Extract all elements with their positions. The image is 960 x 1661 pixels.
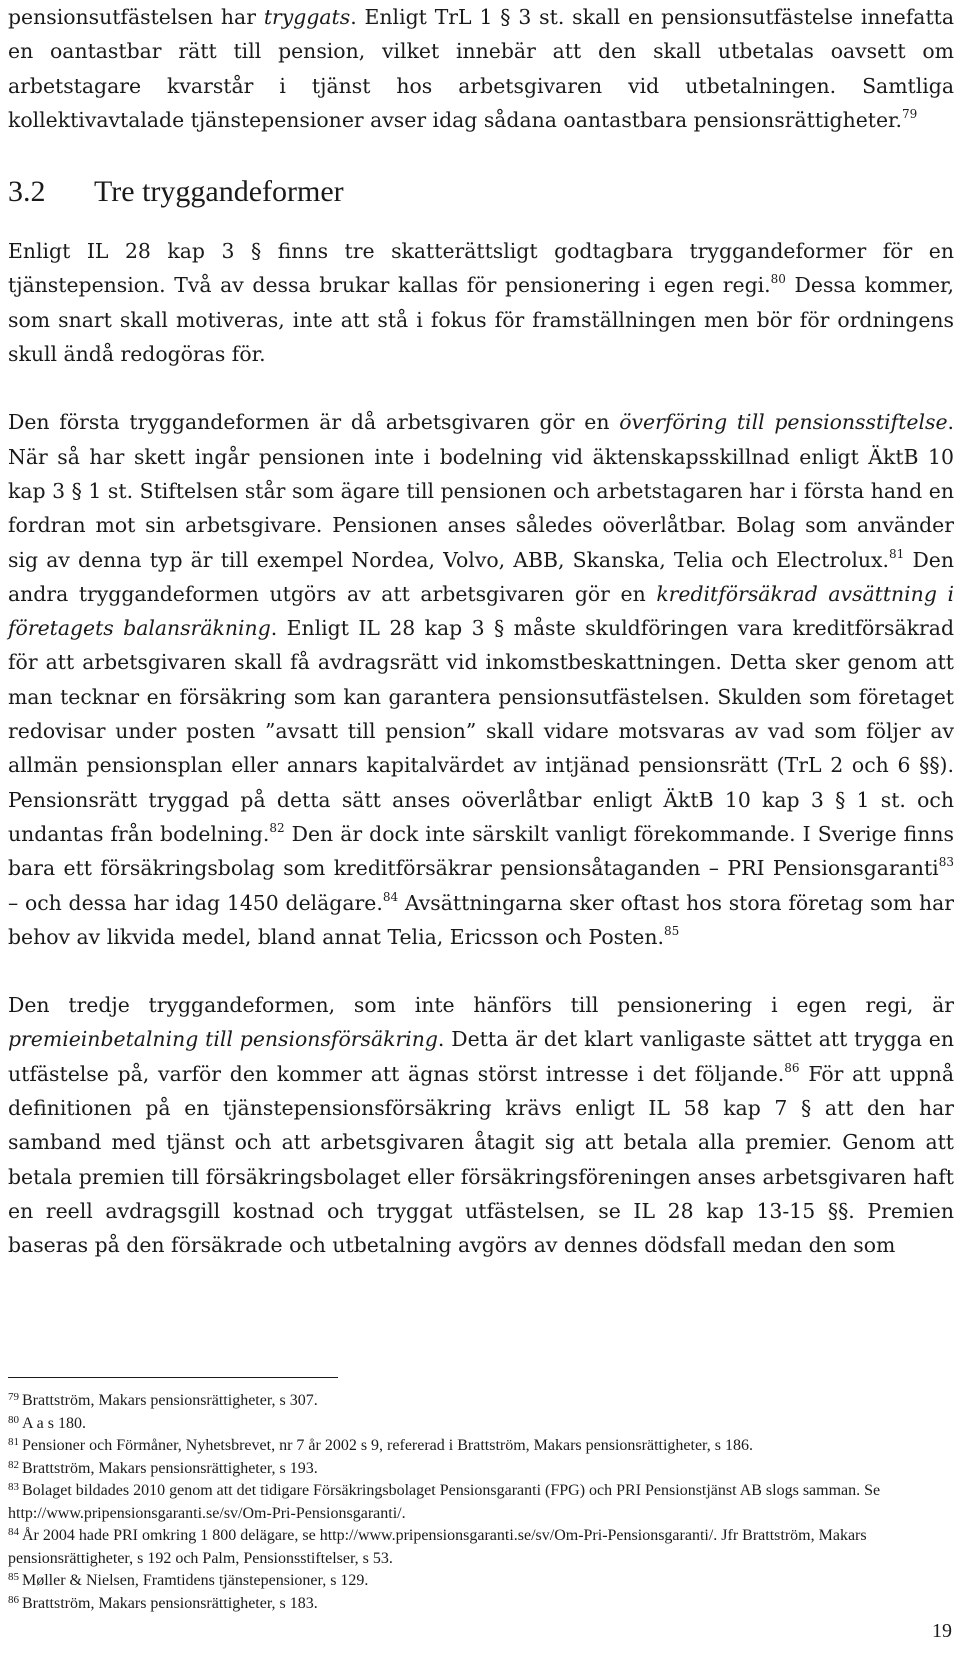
footnote-mark: 85 bbox=[8, 1571, 19, 1583]
footnote-text: Brattström, Makars pensionsrättigheter, s 183. bbox=[22, 1594, 318, 1612]
emphasis: kreditförsäkrad avsättning i företagets balansräkning bbox=[8, 581, 954, 641]
footnote-ref-80[interactable]: 80 bbox=[770, 272, 786, 287]
section-number: 3.2 bbox=[8, 175, 46, 209]
paragraph-intro bbox=[8, 0, 954, 137]
text-run: . Enligt IL 28 kap 3 § måste skuldföringen vara kreditförsäkrad för att arbetsgivaren skall få avdragsrätt vid inkomstbeskattningen. Detta sker genom att man tecknar en försäkring som kan garantera pensionsutfästelsen. Skulden som företaget redovisar under posten ”avsatt till pension” skall vidare motsvaras av vad som följer av allmän pensionsplan eller annars kapitalvärdet av intjänad pensionsrätt (TrL 2 och 6 §§). Pensionsrätt tryggad på detta sätt anses oöverlåtbar enligt ÄktB 10 kap 3 § 1 st. och undantas från bodelning. bbox=[8, 616, 954, 846]
footnote-ref-81[interactable]: 81 bbox=[889, 546, 905, 561]
footnote-text: Brattström, Makars pensionsrättigheter, s 193. bbox=[22, 1459, 318, 1477]
footnote-text: Pensioner och Förmåner, Nyhetsbrevet, nr 7 år 2002 s 9, refererad i Brattström, Makars pensionsrättigheter, s 186. bbox=[22, 1437, 753, 1454]
footnote bbox=[8, 1593, 954, 1616]
text-run: För att uppnå definitionen på en tjänstepensionsförsäkring krävs enligt IL 58 kap 7 § att den har samband med tjänst och att arbetsgivaren åtagit sig att betala alla premier. Genom att betala premien till försäkringsbolaget eller försäkringsföreningen anses arbetsgivaren haft en reell avdragsgill kostnad och tryggat utfästelsen, se IL 28 kap 13-15 §§. Premien baseras på den försäkrade och utbetalning avgörs av dennes dödsfall medan den som bbox=[8, 1061, 954, 1258]
footnote-text: A a s 180. bbox=[22, 1414, 86, 1432]
emphasis: tryggats bbox=[263, 5, 351, 29]
footnote bbox=[8, 1390, 954, 1413]
footnote-text: Bolaget bildades 2010 genom att det tidigare Försäkringsbolaget Pensionsgaranti (FPG) och PRI Pensionstjänst AB slogs samman. Se http://www.pripensionsgaranti.se/sv/Om-Pri-Pensionsgaranti/. bbox=[8, 1482, 881, 1522]
text-run: Den är dock inte särskilt vanligt förekommande. I Sverige finns bara ett försäkringsbolag som kreditförsäkrar pensionsåtaganden – PRI Pensionsgaranti bbox=[8, 821, 954, 881]
body-text bbox=[8, 0, 954, 1263]
text-run: . Detta är det klart vanligaste sättet att trygga en utfästelse på, varför den kommer att ägnas störst intresse i det följande. bbox=[8, 1027, 954, 1086]
text-run: Den andra tryggandeformen utgörs av att arbetsgivaren gör en bbox=[8, 547, 955, 606]
text-run: Enligt IL 28 kap 3 § finns tre skatterättsligt godtagbara tryggandeformer för en tjänstepension. Två av dessa brukar kallas för pensionering i egen regi. bbox=[8, 239, 954, 298]
footnote-mark: 84 bbox=[8, 1526, 19, 1538]
section-heading bbox=[8, 172, 954, 212]
text-run: – och dessa har idag 1450 delägare. bbox=[8, 890, 383, 915]
footnote bbox=[8, 1570, 954, 1593]
footnote-mark: 83 bbox=[8, 1481, 19, 1493]
footnote-ref-79[interactable]: 79 bbox=[902, 106, 918, 121]
text-run: . Enligt TrL 1 § 3 st. skall en pensionsutfästelse innefatta en oantastbar rätt till pension, vilket innebär att den skall utbetalas oavsett om arbetstagare kvarstår i tjänst hos arbetsgivaren vid utbetalningen. Samtliga kollektivavtalade tjänstepensioner avser idag sådana oantastbara pensionsrättigheter. bbox=[8, 5, 954, 132]
paragraph-3 bbox=[8, 988, 954, 1262]
footnote-mark: 86 bbox=[8, 1593, 19, 1606]
emphasis: överföring till pensionsstiftelse bbox=[619, 410, 948, 435]
section-title: Tre tryggandeformer bbox=[94, 175, 344, 209]
footnote bbox=[8, 1480, 954, 1525]
footnote-mark: 79 bbox=[8, 1391, 19, 1403]
text-run: pensionsutfästelsen har bbox=[8, 5, 264, 29]
text-run: . När så har skett ingår pensionen inte i bodelning vid äktenskapsskillnad enligt ÄktB 10 kap 3 § 1 st. Stiftelsen står som ägare till pensionen och arbetstagaren har i första hand en fordran mot sin arbetsgivare. Pensionen anses således oöverlåtbar. Bolag som använder sig av denna typ är till exempel Nordea, Volvo, ABB, Skanska, Telia och Electrolux. bbox=[8, 410, 955, 572]
footnote-ref-82[interactable]: 82 bbox=[269, 820, 285, 835]
page-number: 19 bbox=[932, 1620, 952, 1642]
text-run: Den första tryggandeformen är då arbetsgivaren gör en bbox=[8, 410, 620, 435]
footnote-divider bbox=[8, 1377, 338, 1378]
text-run: Den tredje tryggandeformen, som inte hänförs till pensionering i egen regi, är bbox=[8, 993, 954, 1018]
footnote bbox=[8, 1525, 954, 1570]
footnote bbox=[8, 1458, 954, 1481]
paragraph-1 bbox=[8, 234, 954, 371]
footnotes bbox=[8, 1390, 954, 1615]
emphasis: premieinbetalning till pensionsförsäkring bbox=[8, 1027, 438, 1052]
footnote-ref-84[interactable]: 84 bbox=[382, 889, 399, 904]
footnote-ref-86[interactable]: 86 bbox=[784, 1060, 800, 1075]
footnote-mark: 82 bbox=[8, 1458, 19, 1471]
footnote-mark: 81 bbox=[8, 1436, 19, 1448]
footnote-mark: 80 bbox=[8, 1413, 19, 1426]
footnote-ref-83[interactable]: 83 bbox=[938, 855, 954, 870]
paragraph-2 bbox=[8, 405, 954, 954]
footnote-ref-85[interactable]: 85 bbox=[663, 923, 680, 938]
footnote bbox=[8, 1413, 954, 1436]
text-run: Dessa kommer, som snart skall motiveras, inte att stå i fokus för framställningen men bör för ordningens skull ändå redogöras för. bbox=[8, 273, 954, 367]
footnote-text: Brattström, Makars pensionsrättigheter, s 307. bbox=[22, 1392, 318, 1409]
footnote-text: Møller & Nielsen, Framtidens tjänstepensioner, s 129. bbox=[22, 1572, 369, 1589]
text-run: Avsättningarna sker oftast hos stora företag som har behov av likvida medel, bland annat Telia, Ericsson och Posten. bbox=[8, 890, 954, 949]
footnote-text: År 2004 hade PRI omkring 1 800 delägare, se http://www.pripensionsgaranti.se/sv/Om-Pri-Pensionsgaranti/. Jfr Brattström, Makars pensionsrättigheter, s 192 och Palm, Pensionsstiftelser, s 53. bbox=[8, 1527, 867, 1567]
footnote bbox=[8, 1435, 954, 1458]
